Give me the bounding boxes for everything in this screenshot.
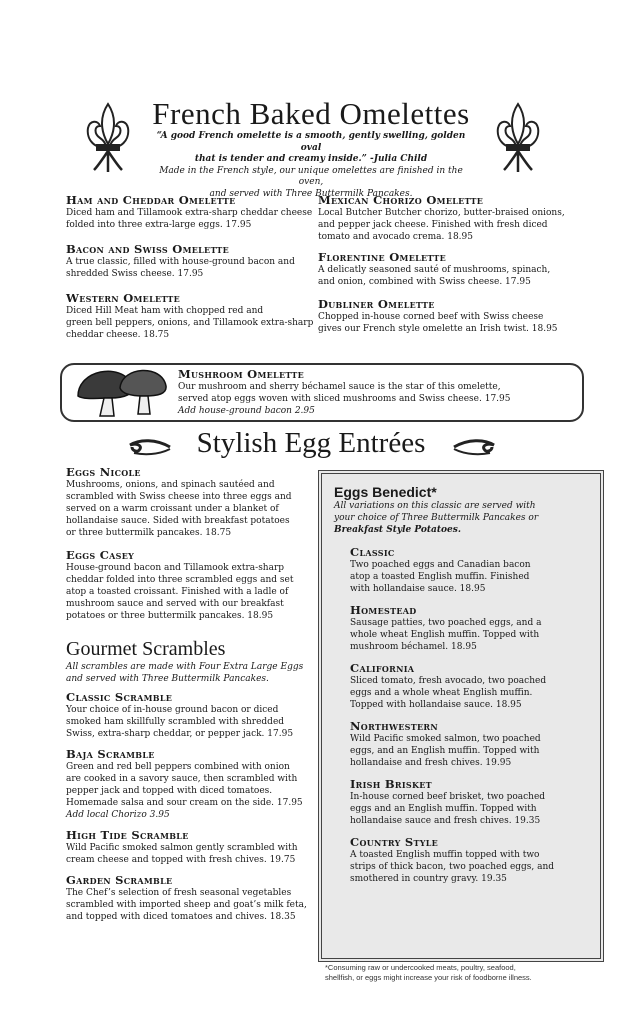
item-desc: Two poached eggs and Canadian bacon <box>350 560 531 570</box>
item-desc: atop a toasted croissant. Finished with a ladle of <box>66 587 289 597</box>
item-desc: mushroom béchamel. 18.95 <box>350 642 477 652</box>
item-desc: hollandaise sauce. Sided with breakfast potatoes <box>66 516 290 526</box>
menu-item <box>66 466 311 539</box>
item-name: Garden Scramble <box>66 873 173 887</box>
menu-item <box>318 298 598 335</box>
menu-item <box>350 546 586 595</box>
quote-line: “A good French omelette is a smooth, gently swelling, golden oval <box>156 131 466 153</box>
item-desc: strips of thick bacon, two poached eggs, and <box>350 862 555 872</box>
item-name: Eggs Casey <box>66 548 135 562</box>
item-desc: Green and red bell peppers combined with onion <box>66 762 290 772</box>
item-desc: A delicatly seasoned sauté of mushrooms, spinach, <box>318 265 551 275</box>
scrambles-note: and served with Three Buttermilk Pancakes. <box>66 674 269 684</box>
menu-item <box>350 778 586 827</box>
menu-item <box>350 604 586 653</box>
intro-line: and served with Three Buttermilk Pancakes. <box>209 188 413 199</box>
item-name: California <box>350 661 415 675</box>
benedict-note: All variations on this classic are served with <box>334 501 536 511</box>
omelettes-right-column <box>318 194 598 335</box>
menu-item <box>350 836 586 885</box>
intro-quote <box>150 131 472 200</box>
scrambles-title: Gourmet Scrambles <box>66 638 226 660</box>
item-desc: eggs and an English muffin. Topped with <box>350 804 537 814</box>
item-desc: Our mushroom and sherry béchamel sauce is the star of this omelette, <box>178 382 501 392</box>
food-safety-footnote <box>325 963 595 983</box>
menu-item <box>66 748 311 821</box>
item-desc: Chopped in-house corned beef with Swiss cheese <box>318 312 544 322</box>
item-desc: Sliced tomato, fresh avocado, two poached <box>350 676 547 686</box>
item-desc: cheddar cheese. 18.75 <box>66 330 170 340</box>
item-desc: and pepper jack cheese. Finished with fresh diced <box>318 220 548 230</box>
item-desc: Local Butcher Butcher chorizo, butter-braised onions, <box>318 208 565 218</box>
menu-item <box>350 720 586 769</box>
omelettes-left-column <box>66 194 316 341</box>
item-desc: served atop eggs woven with sliced mushrooms and Swiss cheese. 17.95 <box>178 394 511 404</box>
item-desc: and onion, combined with Swiss cheese. 17.95 <box>318 277 531 287</box>
item-desc: gives our French style omelette an Irish twist. 18.95 <box>318 324 558 334</box>
item-desc: Add house-ground bacon 2.95 <box>178 406 315 416</box>
footnote-line: shellfish, or eggs might increase your risk of foodborne illness. <box>325 973 532 982</box>
flourish-right-icon <box>452 437 498 457</box>
item-desc: and topped with diced tomatoes and chives. 18.35 <box>66 912 296 922</box>
entrees-left-column <box>66 466 311 923</box>
item-desc: served on a warm croissant under a blanket of <box>66 504 279 514</box>
quote-line: that is tender and creamy inside.” -Julia Child <box>194 154 428 164</box>
menu-item <box>318 194 598 243</box>
item-desc: cream cheese and topped with fresh chives. 19.75 <box>66 855 296 865</box>
item-desc: Wild Pacific smoked salmon gently scrambled with <box>66 843 298 853</box>
item-name: Dubliner Omelette <box>318 297 435 311</box>
item-name: Classic <box>350 545 395 559</box>
item-desc: A toasted English muffin topped with two <box>350 850 540 860</box>
menu-item-mushroom <box>178 368 578 417</box>
item-desc: smoked ham skillfully scrambled with shredded <box>66 717 285 727</box>
item-desc: The Chef’s selection of fresh seasonal vegetables <box>66 888 292 898</box>
item-name: Northwestern <box>350 719 438 733</box>
item-desc: A true classic, filled with house-ground bacon and <box>66 257 295 267</box>
item-name: Bacon and Swiss Omelette <box>66 242 230 256</box>
eggs-benedict-box <box>318 470 604 962</box>
item-name: Baja Scramble <box>66 747 155 761</box>
item-desc: Wild Pacific smoked salmon, two poached <box>350 734 541 744</box>
item-desc: Homemade salsa and sour cream on the side. 17.95 <box>66 798 303 808</box>
item-desc: mushroom sauce and served with our breakfast <box>66 599 284 609</box>
item-desc: cheddar folded into three scrambled eggs and set <box>66 575 294 585</box>
menu-item <box>66 829 311 866</box>
item-name: Irish Brisket <box>350 777 432 791</box>
item-desc: Your choice of in-house ground bacon or diced <box>66 705 279 715</box>
scrambles-note: All scrambles are made with Four Extra Large Eggs <box>66 662 304 672</box>
mushroom-icon <box>70 358 170 420</box>
item-name: Mushroom Omelette <box>178 367 304 381</box>
item-name: Country Style <box>350 835 439 849</box>
item-desc: hollandaise sauce and fresh chives. 19.35 <box>350 816 541 826</box>
item-desc: scrambled with imported sheep and goat’s milk feta, <box>66 900 307 910</box>
item-desc: green bell peppers, onions, and Tillamook extra-sharp <box>66 318 314 328</box>
benedict-note: your choice of Three Buttermilk Pancakes or <box>334 513 539 523</box>
item-name: Mexican Chorizo Omelette <box>318 193 484 207</box>
benedict-note: Breakfast Style Potatoes. <box>334 525 461 535</box>
menu-item <box>318 251 598 288</box>
section-title-entrees: Stylish Egg Entrées <box>196 427 426 459</box>
item-desc: House-ground bacon and Tillamook extra-sharp <box>66 563 285 573</box>
item-name: Florentine Omelette <box>318 250 447 264</box>
item-desc: with hollandaise sauce. 18.95 <box>350 584 486 594</box>
menu-item <box>66 874 311 923</box>
item-desc: scrambled with Swiss cheese into three eggs and <box>66 492 292 502</box>
item-desc: Topped with hollandaise sauce. 18.95 <box>350 700 522 710</box>
benedict-title: Eggs Benedict* <box>334 484 437 500</box>
item-desc: Diced Hill Meat ham with chopped red and <box>66 306 264 316</box>
section-title-omelettes: French Baked Omelettes <box>152 96 470 131</box>
item-desc: eggs and a whole wheat English muffin. <box>350 688 533 698</box>
menu-item <box>66 194 316 231</box>
menu-item <box>66 243 316 280</box>
item-desc: atop a toasted English muffin. Finished <box>350 572 530 582</box>
item-desc: Diced ham and Tillamook extra-sharp cheddar cheese <box>66 208 313 218</box>
item-desc: folded into three extra-large eggs. 17.95 <box>66 220 252 230</box>
menu-item <box>66 292 316 341</box>
item-name: High Tide Scramble <box>66 828 189 842</box>
item-desc: hollandaise and fresh chives. 19.95 <box>350 758 512 768</box>
item-desc: Add local Chorizo 3.95 <box>66 810 170 820</box>
item-desc: shredded Swiss cheese. 17.95 <box>66 269 204 279</box>
item-desc: smothered in country gravy. 19.35 <box>350 874 507 884</box>
item-desc: potatoes or three buttermilk pancakes. 18.95 <box>66 611 274 621</box>
menu-item <box>66 691 311 740</box>
item-name: Classic Scramble <box>66 690 173 704</box>
item-name: Eggs Nicole <box>66 465 141 479</box>
item-name: Western Omelette <box>66 291 181 305</box>
item-desc: Mushrooms, onions, and spinach sautéed and <box>66 480 275 490</box>
menu-item <box>350 662 586 711</box>
item-desc: In-house corned beef brisket, two poached <box>350 792 546 802</box>
item-desc: pepper jack and topped with diced tomatoes. <box>66 786 273 796</box>
item-desc: whole wheat English muffin. Topped with <box>350 630 540 640</box>
menu-item <box>66 549 311 622</box>
item-desc: Sausage patties, two poached eggs, and a <box>350 618 542 628</box>
intro-line: Made in the French style, our unique omelettes are finished in the oven, <box>159 165 463 187</box>
footnote-line: *Consuming raw or undercooked meats, poultry, seafood, <box>325 963 516 972</box>
item-name: Ham and Cheddar Omelette <box>66 193 236 207</box>
item-desc: tomato and avocado crema. 18.95 <box>318 232 473 242</box>
item-desc: Swiss, extra-sharp cheddar, or pepper jack. 17.95 <box>66 729 294 739</box>
item-desc: or three buttermilk pancakes. 18.75 <box>66 528 232 538</box>
item-desc: eggs, and an English muffin. Topped with <box>350 746 540 756</box>
item-name: Homestead <box>350 603 417 617</box>
item-desc: are cooked in a savory sauce, then scrambled with <box>66 774 298 784</box>
